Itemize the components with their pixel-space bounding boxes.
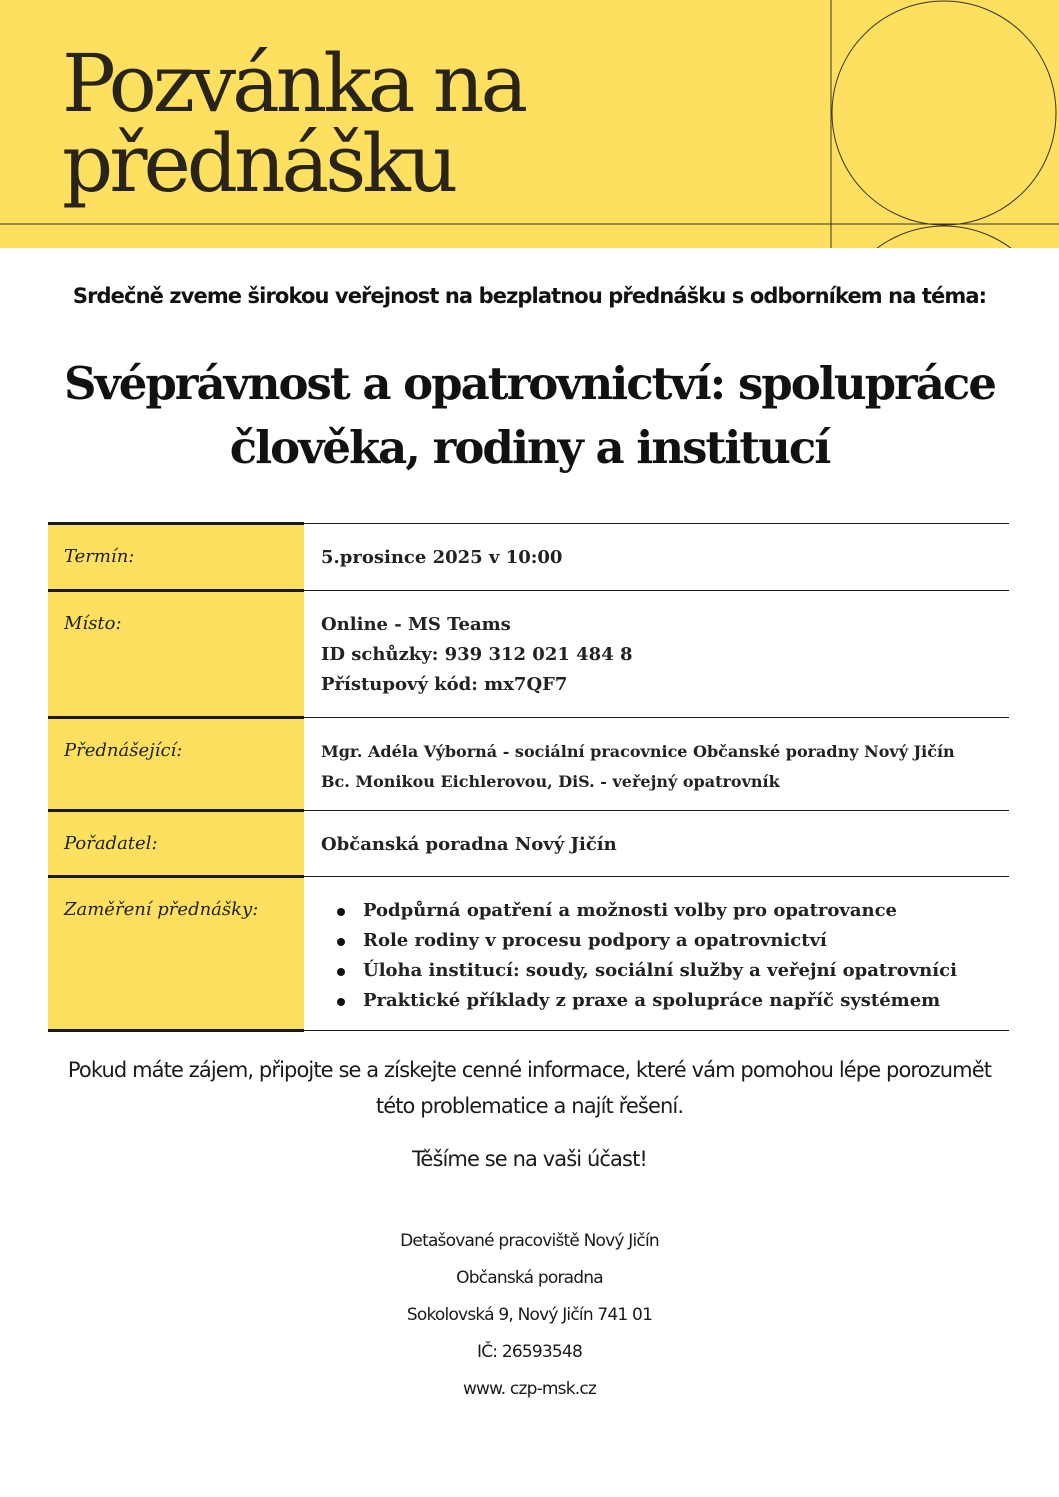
title-line-2: přednášku — [62, 117, 455, 210]
place-value — [304, 591, 1009, 718]
focus-label: Zaměření přednášky: — [48, 877, 304, 1031]
date-label: Termín: — [48, 524, 304, 591]
place-label: Místo: — [48, 591, 304, 718]
footer-address: Sokolovská 9, Nový Jičín 741 01 — [406, 1305, 653, 1325]
focus-item: Úloha institucí: soudy, sociální služby a veřejní opatrovníci — [321, 956, 993, 986]
row-focus — [48, 877, 1009, 1031]
meeting-id: ID schůzky: 939 312 021 484 8 — [321, 644, 633, 665]
greeting: Těšíme se na vaši účast! — [412, 1147, 647, 1171]
footer-organization: Občanská poradna — [456, 1268, 603, 1288]
row-speakers — [48, 718, 1009, 811]
speaker-2: Bc. Monikou Eichlerovou, DiS. - veřejný opatrovník — [321, 772, 780, 791]
access-code: Přístupový kód: mx7QF7 — [321, 674, 568, 695]
speakers-value — [304, 718, 1009, 811]
row-organizer — [48, 811, 1009, 877]
outro-text — [40, 1052, 1019, 1124]
topic-line-2: člověka, rodiny a institucí — [229, 421, 830, 474]
organizer-label: Pořadatel: — [48, 811, 304, 877]
speakers-label: Přednášející: — [48, 718, 304, 811]
intro-text: Srdečně zveme širokou veřejnost na bezplatnou přednášku s odborníkem na téma: — [72, 284, 987, 308]
date-value: 5.prosince 2025 v 10:00 — [304, 524, 1009, 591]
focus-item: Praktické příklady z praxe a spolupráce napříč systémem — [321, 986, 993, 1016]
lecture-topic — [20, 352, 1039, 480]
footer-company-id: IČ: 26593548 — [477, 1342, 582, 1362]
place-line: Online - MS Teams — [321, 614, 511, 635]
footer-contact — [0, 1228, 1059, 1413]
footer-website: www. czp-msk.cz — [462, 1379, 597, 1399]
organizer-value: Občanská poradna Nový Jičín — [304, 811, 1009, 877]
outro-line-1: Pokud máte zájem, připojte se a získejte cenné informace, které vám pomohou lépe porozumět — [67, 1058, 992, 1082]
focus-item: Podpůrná opatření a možnosti volby pro opatrovance — [321, 896, 993, 926]
speaker-1: Mgr. Adéla Výborná - sociální pracovnice Občanské poradny Nový Jičín — [321, 742, 955, 761]
focus-item: Role rodiny v procesu podpory a opatrovnictví — [321, 926, 993, 956]
topic-line-1: Svéprávnost a opatrovnictví: spolupráce — [64, 357, 995, 410]
focus-list — [321, 896, 993, 1016]
footer-office: Detašované pracoviště Nový Jičín — [400, 1231, 659, 1251]
title-line-1: Pozvánka na — [62, 37, 525, 130]
outro-line-2: této problematice a najít řešení. — [375, 1094, 684, 1118]
details-table — [48, 522, 1009, 1032]
page-title — [62, 37, 525, 210]
row-place — [48, 591, 1009, 718]
focus-value — [304, 877, 1009, 1031]
header-banner — [0, 0, 1059, 248]
row-date — [48, 524, 1009, 591]
